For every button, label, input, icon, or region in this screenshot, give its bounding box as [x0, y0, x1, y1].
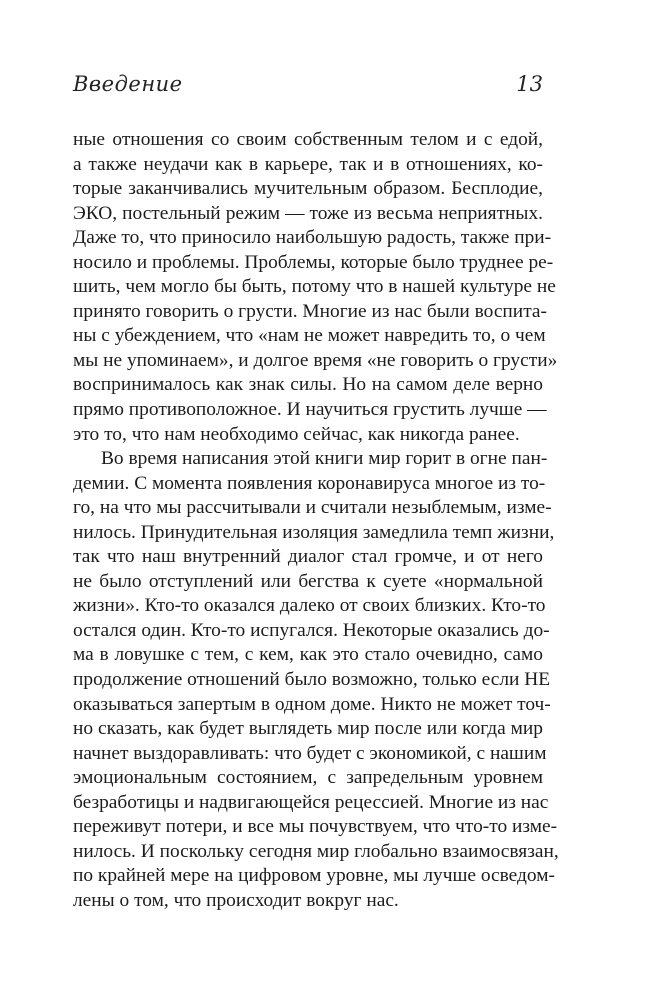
text-line: начнет выздоравливать: что будет с экономикой, с нашим — [73, 742, 547, 764]
text-line: лены о том, что происходит вокруг нас. — [73, 889, 399, 911]
chapter-title: Введение — [73, 72, 183, 96]
text-line: демии. С момента появления коронавируса многое из то- — [73, 472, 546, 494]
paragraph-2 — [73, 447, 559, 913]
text-line: так что наш внутренний диалог стал громче, и от него — [73, 546, 543, 568]
page-number: 13 — [516, 72, 543, 96]
text-line: жизни». Кто-то оказался далеко от своих близких. Кто-то — [73, 595, 546, 617]
text-line: но сказать, как будет выглядеть мир после или когда мир — [73, 718, 543, 740]
body-text — [73, 128, 559, 914]
text-line: принято говорить о грусти. Многие из нас были воспита- — [73, 300, 547, 322]
text-line: Даже то, что приносило наибольшую радость, также при- — [73, 227, 552, 249]
text-line: го, на что мы рассчитывали и считали незыблемым, изме- — [73, 497, 552, 519]
text-line: мы не упоминаем», и долгое время «не говорить о грусти» — [73, 349, 558, 371]
text-line: нилось. Принудительная изоляция замедлила темп жизни, — [73, 521, 555, 543]
text-line: переживут потери, и все мы почувствуем, что что-то изме- — [73, 816, 558, 838]
text-line: нилось. И поскольку сегодня мир глобально взаимосвязан, — [73, 840, 559, 862]
text-line: продолжение отношений было возможно, только если НЕ — [73, 669, 551, 691]
text-line: ные отношения со своим собственным телом и с едой, — [73, 129, 543, 150]
text-line: ны с убеждением, что «нам не может навредить то, о чем — [73, 325, 546, 347]
text-line: торые заканчивались мучительным образом. Бесплодие, — [73, 178, 543, 200]
text-line: эмоциональным состоянием, с запредельным уровнем — [73, 767, 543, 789]
text-line: ма в ловушке с тем, с кем, как это стало очевидно, само — [73, 644, 543, 666]
running-head — [73, 72, 543, 102]
text-line: безработицы и надвигающейся рецессией. Многие из нас — [73, 791, 549, 813]
text-line: шить, чем могло бы быть, потому что в нашей культуре не — [73, 276, 556, 298]
text-line: по крайней мере на цифровом уровне, мы лучше осведом- — [73, 865, 555, 887]
text-line: а также неудачи как в карьере, так и в отношениях, ко- — [73, 153, 543, 175]
text-line: ЭКО, постельный режим — тоже из весьма неприятных. — [73, 202, 543, 224]
text-line: не было отступлений или бегства к суете «нормальной — [73, 570, 543, 592]
text-line: остался один. Кто-то испугался. Некоторые оказались до- — [73, 619, 550, 641]
text-line: Во время написания этой книги мир горит в огне пан- — [101, 448, 548, 470]
text-line: оказываться запертым в одном доме. Никто не может точ- — [73, 693, 551, 715]
text-line: воспринималось как знак силы. Но на самом деле верно — [73, 374, 543, 396]
paragraph-1 — [73, 128, 558, 447]
text-line: носило и проблемы. Проблемы, которые было труднее ре- — [73, 251, 554, 273]
text-line: прямо противоположное. И научиться грустить лучше — — [73, 399, 547, 421]
text-line: это то, что нам необходимо сейчас, как никогда ранее. — [73, 423, 520, 445]
